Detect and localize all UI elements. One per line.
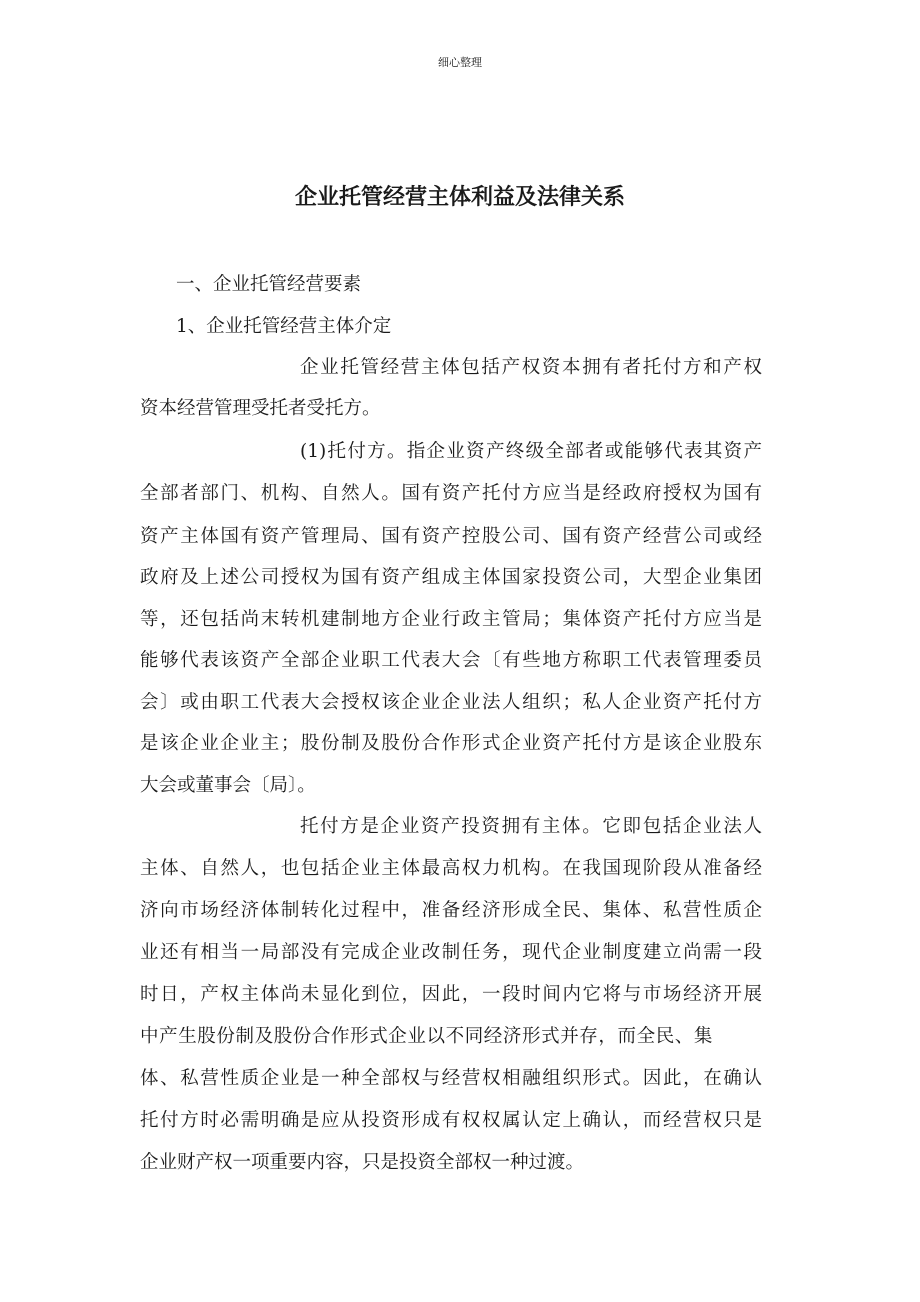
text-line: 托付方是企业资产投资拥有主体。它即包括企业法人 [300,816,762,837]
text-line: 大会或董事会〔局〕。 [140,775,316,796]
text-line: 业还有相当一局部没有完成企业改制任务，现代企业制度建立尚需一段 [140,942,762,963]
text-line: (1)托付方。指企业资产终级全部者或能够代表其资产 [300,441,762,462]
text-line: 时日，产权主体尚未显化到位，因此，一段时间内它将与市场经济开展 [140,984,762,1005]
text-line: 主体、自然人，也包括企业主体最高权力机构。在我国现阶段从准备经 [140,858,762,879]
text-line: 资产主体国有资产管理局、国有资产控股公司、国有资产经营公司或经 [140,526,762,547]
text-line: 能够代表该资产全部企业职工代表大会〔有些地方称职工代表管理委员 [140,650,762,671]
text-line: 托付方时必需明确是应从投资形成有权权属认定上确认，而经营权只是 [140,1110,762,1131]
section-heading: 一、企业托管经营要素 [176,274,362,295]
text-line: 企业财产权一项重要内容，只是投资全部权一种过渡。 [140,1152,585,1173]
text-line: 是该企业企业主；股份制及股份合作形式企业资产托付方是该企业股东 [140,733,762,754]
text-line: 会〕或由职工代表大会授权该企业企业法人组织；私人企业资产托付方 [140,692,762,713]
document-title: 企业托管经营主体利益及法律关系 [294,184,625,210]
text-line: 企业托管经营主体包括产权资本拥有者托付方和产权 [300,357,762,378]
text-line: 全部者部门、机构、自然人。国有资产托付方应当是经政府授权为国有 [140,483,762,504]
text-line: 政府及上述公司授权为国有资产组成主体国家投资公司，大型企业集团 [140,567,762,588]
subsection-heading: 1、企业托管经营主体介定 [176,316,392,337]
page-header: 细心整理 [438,56,482,69]
text-line: 等，还包括尚末转机建制地方企业行政主管局；集体资产托付方应当是 [140,609,762,630]
text-line: 济向市场经济体制转化过程中，准备经济形成全民、集体、私营性质企 [140,900,762,921]
text-line: 资本经营管理受托者受托方。 [140,398,381,419]
text-line: 中产生股份制及股份合作形式企业以不同经济形式并存，而全民、集 [140,1026,714,1047]
text-line: 体、私营性质企业是一种全部权与经营权相融组织形式。因此，在确认 [140,1068,762,1089]
